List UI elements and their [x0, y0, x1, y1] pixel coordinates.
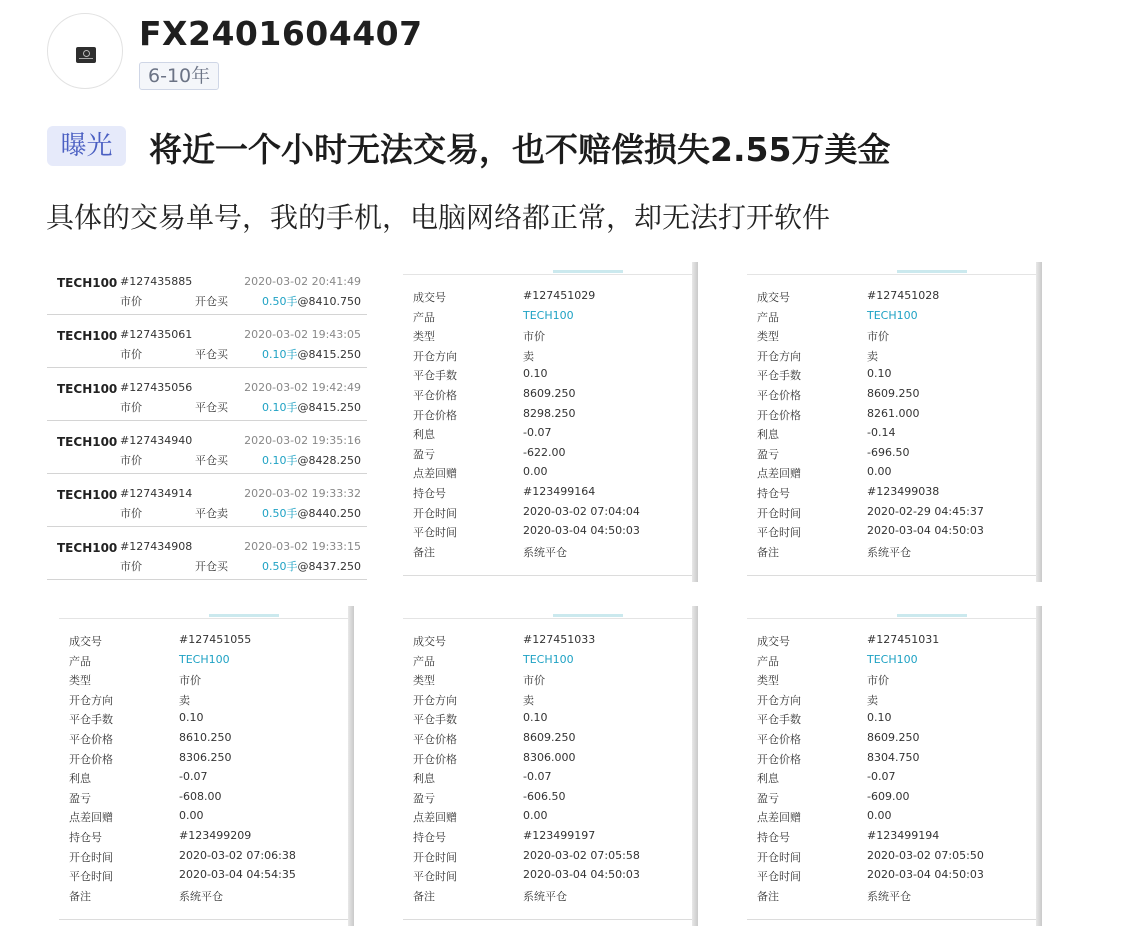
card-divider	[403, 919, 692, 920]
detail-label: 平仓价格	[413, 733, 457, 746]
detail-value: 2020-03-02 07:06:38	[179, 848, 296, 862]
detail-label: 备注	[413, 545, 435, 559]
detail-label: 开仓时间	[757, 850, 801, 864]
order-action: 平仓卖	[195, 507, 228, 520]
detail-label: 类型	[413, 330, 435, 344]
detail-label: 平仓时间	[413, 526, 457, 540]
order-qty: 0.50手	[262, 560, 298, 573]
order-number: #127435061	[120, 328, 193, 341]
order-row	[47, 315, 367, 368]
detail-label: 平仓时间	[69, 870, 113, 884]
order-row	[47, 421, 367, 474]
tenure-badge: 6-10年	[139, 62, 219, 90]
detail-value: -609.00	[867, 789, 910, 803]
detail-value: #127451028	[867, 289, 940, 302]
detail-value: 2020-02-29 04:45:37	[867, 504, 984, 518]
order-qty: 0.10手	[262, 348, 298, 361]
detail-value: #127451055	[179, 633, 252, 646]
detail-label: 类型	[413, 674, 435, 688]
detail-label: 开仓价格	[757, 752, 801, 766]
detail-label: 产品	[757, 310, 779, 324]
detail-value: 8609.250	[523, 731, 576, 744]
order-lots	[262, 452, 361, 468]
order-lots	[262, 293, 361, 309]
trade-detail-card[interactable]	[59, 606, 354, 926]
detail-label: 成交号	[413, 291, 446, 304]
detail-label: 盈亏	[757, 791, 779, 805]
detail-label: 持仓号	[757, 831, 790, 844]
detail-label: 开仓时间	[757, 506, 801, 520]
order-product: TECH100	[57, 276, 118, 290]
detail-label: 产品	[413, 654, 435, 668]
detail-value: -622.00	[523, 445, 566, 459]
order-qty: 0.50手	[262, 507, 298, 520]
detail-value: 0.10	[523, 367, 548, 381]
order-number: #127435885	[120, 275, 193, 288]
detail-value: #123499197	[523, 829, 596, 842]
detail-label: 持仓号	[69, 831, 102, 844]
detail-value: 卖	[523, 349, 534, 363]
detail-value: 2020-03-04 04:50:03	[867, 868, 984, 882]
detail-value: -0.07	[523, 770, 552, 784]
detail-label: 持仓号	[413, 831, 446, 844]
order-qty: 0.50手	[262, 295, 298, 308]
detail-label: 平仓手数	[757, 369, 801, 383]
detail-label: 利息	[69, 772, 91, 786]
detail-label: 成交号	[757, 291, 790, 304]
order-type: 市价	[120, 348, 142, 361]
detail-value: 卖	[179, 693, 190, 707]
user-avatar[interactable]	[47, 13, 123, 89]
detail-value: 0.10	[867, 711, 892, 725]
card-edge-shadow	[1036, 606, 1042, 926]
order-lots	[262, 346, 361, 362]
order-price: @8410.750	[297, 295, 361, 308]
detail-label: 备注	[413, 889, 435, 903]
card-divider	[747, 274, 1042, 275]
order-type: 市价	[120, 454, 142, 467]
order-qty: 0.10手	[262, 454, 298, 467]
detail-label: 开仓时间	[413, 850, 457, 864]
detail-value: TECH100	[179, 652, 230, 666]
order-time: 2020-03-02 20:41:49	[244, 275, 361, 288]
order-lots	[262, 505, 361, 521]
detail-label: 平仓手数	[413, 369, 457, 383]
detail-label: 成交号	[413, 635, 446, 648]
detail-value: 0.10	[179, 711, 204, 725]
detail-value: 2020-03-02 07:04:04	[523, 504, 640, 518]
order-time: 2020-03-02 19:33:32	[244, 487, 361, 500]
detail-value: 2020-03-04 04:54:35	[179, 868, 296, 882]
detail-label: 备注	[757, 889, 779, 903]
detail-label: 开仓方向	[413, 349, 457, 363]
detail-label: 平仓时间	[757, 870, 801, 884]
order-price: @8437.250	[297, 560, 361, 573]
detail-value: #127451033	[523, 633, 596, 646]
detail-label: 产品	[413, 310, 435, 324]
detail-label: 开仓方向	[757, 349, 801, 363]
detail-value: 市价	[523, 674, 545, 688]
order-number: #127434940	[120, 434, 193, 447]
order-qty: 0.10手	[262, 401, 298, 414]
detail-label: 类型	[757, 674, 779, 688]
order-type: 市价	[120, 560, 142, 573]
detail-value: 卖	[523, 693, 534, 707]
card-edge-shadow	[692, 262, 698, 582]
detail-label: 开仓价格	[757, 408, 801, 422]
detail-label: 利息	[757, 428, 779, 442]
detail-label: 平仓价格	[69, 733, 113, 746]
card-divider	[747, 618, 1042, 619]
order-price: @8440.250	[297, 507, 361, 520]
order-lots	[262, 399, 361, 415]
detail-value: 市价	[867, 674, 889, 688]
detail-label: 盈亏	[413, 791, 435, 805]
detail-value: 2020-03-04 04:50:03	[523, 868, 640, 882]
order-action: 平仓买	[195, 348, 228, 361]
trade-detail-card[interactable]	[403, 262, 698, 582]
detail-value: TECH100	[523, 652, 574, 666]
trade-detail-card[interactable]	[747, 262, 1042, 582]
detail-value: 0.00	[523, 465, 548, 479]
detail-value: -608.00	[179, 789, 222, 803]
detail-label: 点差回赠	[757, 467, 801, 481]
detail-value: 0.00	[867, 465, 892, 479]
order-action: 平仓买	[195, 401, 228, 414]
detail-value: #123499038	[867, 485, 940, 498]
detail-value: -696.50	[867, 445, 910, 459]
order-type: 市价	[120, 507, 142, 520]
orders-screenshot[interactable]	[47, 262, 367, 580]
detail-value: 8306.250	[179, 750, 232, 764]
detail-value: 2020-03-04 04:50:03	[523, 524, 640, 538]
card-divider	[403, 618, 698, 619]
card-edge-shadow	[692, 606, 698, 926]
detail-value: 0.00	[179, 809, 204, 823]
detail-value: 市价	[179, 674, 201, 688]
detail-value: 市价	[523, 330, 545, 344]
username[interactable]: FX2401604407	[139, 14, 423, 53]
detail-value: TECH100	[523, 308, 574, 322]
order-product: TECH100	[57, 329, 118, 343]
detail-label: 成交号	[69, 635, 102, 648]
detail-value: 系统平仓	[867, 889, 911, 903]
detail-label: 平仓手数	[413, 713, 457, 727]
detail-value: 8610.250	[179, 731, 232, 744]
detail-label: 平仓价格	[413, 389, 457, 402]
order-product: TECH100	[57, 541, 118, 555]
detail-value: 8298.250	[523, 406, 576, 420]
detail-value: 2020-03-04 04:50:03	[867, 524, 984, 538]
card-edge-shadow	[1036, 262, 1042, 582]
order-product: TECH100	[57, 435, 118, 449]
detail-label: 盈亏	[69, 791, 91, 805]
detail-label: 点差回赠	[413, 811, 457, 825]
order-product: TECH100	[57, 382, 118, 396]
detail-label: 点差回赠	[69, 811, 113, 825]
detail-label: 类型	[757, 330, 779, 344]
detail-value: 2020-03-02 07:05:50	[867, 848, 984, 862]
detail-label: 平仓手数	[757, 713, 801, 727]
detail-label: 开仓方向	[69, 693, 113, 707]
detail-label: 盈亏	[757, 447, 779, 461]
card-divider	[59, 919, 348, 920]
detail-label: 平仓手数	[69, 713, 113, 727]
detail-value: #127451031	[867, 633, 940, 646]
order-row	[47, 368, 367, 421]
detail-value: 市价	[867, 330, 889, 344]
detail-value: -0.07	[523, 426, 552, 440]
card-divider	[59, 618, 354, 619]
detail-value: 0.10	[867, 367, 892, 381]
card-divider	[403, 575, 692, 576]
detail-label: 开仓价格	[413, 752, 457, 766]
detail-value: 8609.250	[867, 731, 920, 744]
detail-label: 平仓时间	[757, 526, 801, 540]
detail-label: 开仓价格	[413, 408, 457, 422]
order-price: @8415.250	[297, 401, 361, 414]
order-row	[47, 474, 367, 527]
order-price: @8428.250	[297, 454, 361, 467]
detail-value: -0.14	[867, 426, 896, 440]
detail-value: TECH100	[867, 652, 918, 666]
order-product: TECH100	[57, 488, 118, 502]
detail-value: 系统平仓	[179, 889, 223, 903]
order-time: 2020-03-02 19:33:15	[244, 540, 361, 553]
trade-detail-card[interactable]	[747, 606, 1042, 926]
detail-label: 平仓价格	[757, 389, 801, 402]
detail-value: 0.10	[523, 711, 548, 725]
detail-label: 开仓方向	[413, 693, 457, 707]
detail-label: 开仓方向	[757, 693, 801, 707]
detail-label: 备注	[69, 889, 91, 903]
order-action: 平仓买	[195, 454, 228, 467]
detail-label: 平仓时间	[413, 870, 457, 884]
detail-value: -0.07	[179, 770, 208, 784]
order-row	[47, 527, 367, 580]
detail-value: 0.00	[867, 809, 892, 823]
order-time: 2020-03-02 19:42:49	[244, 381, 361, 394]
detail-value: 系统平仓	[523, 889, 567, 903]
detail-value: 系统平仓	[523, 545, 567, 559]
post-description: 具体的交易单号，我的手机，电脑网络都正常，却无法打开软件	[46, 201, 831, 234]
detail-label: 开仓时间	[69, 850, 113, 864]
order-action: 开仓买	[195, 560, 228, 573]
order-type: 市价	[120, 401, 142, 414]
detail-label: 产品	[757, 654, 779, 668]
card-edge-shadow	[348, 606, 354, 926]
avatar-logo-icon	[76, 47, 96, 63]
card-divider	[403, 274, 698, 275]
detail-value: #127451029	[523, 289, 596, 302]
order-action: 开仓买	[195, 295, 228, 308]
post-title: 将近一个小时无法交易，也不赔偿损失2.55万美金	[149, 130, 891, 169]
detail-label: 利息	[413, 772, 435, 786]
detail-label: 持仓号	[757, 487, 790, 500]
detail-value: 8609.250	[523, 387, 576, 400]
order-time: 2020-03-02 19:43:05	[244, 328, 361, 341]
detail-label: 开仓价格	[69, 752, 113, 766]
detail-label: 盈亏	[413, 447, 435, 461]
detail-value: TECH100	[867, 308, 918, 322]
order-number: #127434908	[120, 540, 193, 553]
detail-value: 8306.000	[523, 750, 576, 764]
detail-value: 卖	[867, 693, 878, 707]
detail-value: 系统平仓	[867, 545, 911, 559]
detail-value: 2020-03-02 07:05:58	[523, 848, 640, 862]
card-divider	[747, 919, 1036, 920]
detail-value: 8304.750	[867, 750, 920, 764]
detail-label: 成交号	[757, 635, 790, 648]
detail-label: 开仓时间	[413, 506, 457, 520]
detail-label: 利息	[757, 772, 779, 786]
detail-label: 利息	[413, 428, 435, 442]
detail-value: -0.07	[867, 770, 896, 784]
detail-label: 持仓号	[413, 487, 446, 500]
order-time: 2020-03-02 19:35:16	[244, 434, 361, 447]
detail-value: 8609.250	[867, 387, 920, 400]
order-number: #127434914	[120, 487, 193, 500]
detail-label: 点差回赠	[757, 811, 801, 825]
card-divider	[747, 575, 1036, 576]
detail-label: 产品	[69, 654, 91, 668]
trade-detail-card[interactable]	[403, 606, 698, 926]
order-row	[47, 262, 367, 315]
detail-label: 备注	[757, 545, 779, 559]
detail-label: 平仓价格	[757, 733, 801, 746]
detail-value: 卖	[867, 349, 878, 363]
exposure-tag[interactable]: 曝光	[47, 126, 126, 166]
detail-value: #123499209	[179, 829, 252, 842]
detail-value: #123499164	[523, 485, 596, 498]
order-number: #127435056	[120, 381, 193, 394]
order-lots	[262, 558, 361, 574]
detail-label: 点差回赠	[413, 467, 457, 481]
detail-value: 0.00	[523, 809, 548, 823]
detail-value: -606.50	[523, 789, 566, 803]
order-type: 市价	[120, 295, 142, 308]
detail-value: 8261.000	[867, 406, 920, 420]
detail-value: #123499194	[867, 829, 940, 842]
detail-label: 类型	[69, 674, 91, 688]
order-price: @8415.250	[297, 348, 361, 361]
